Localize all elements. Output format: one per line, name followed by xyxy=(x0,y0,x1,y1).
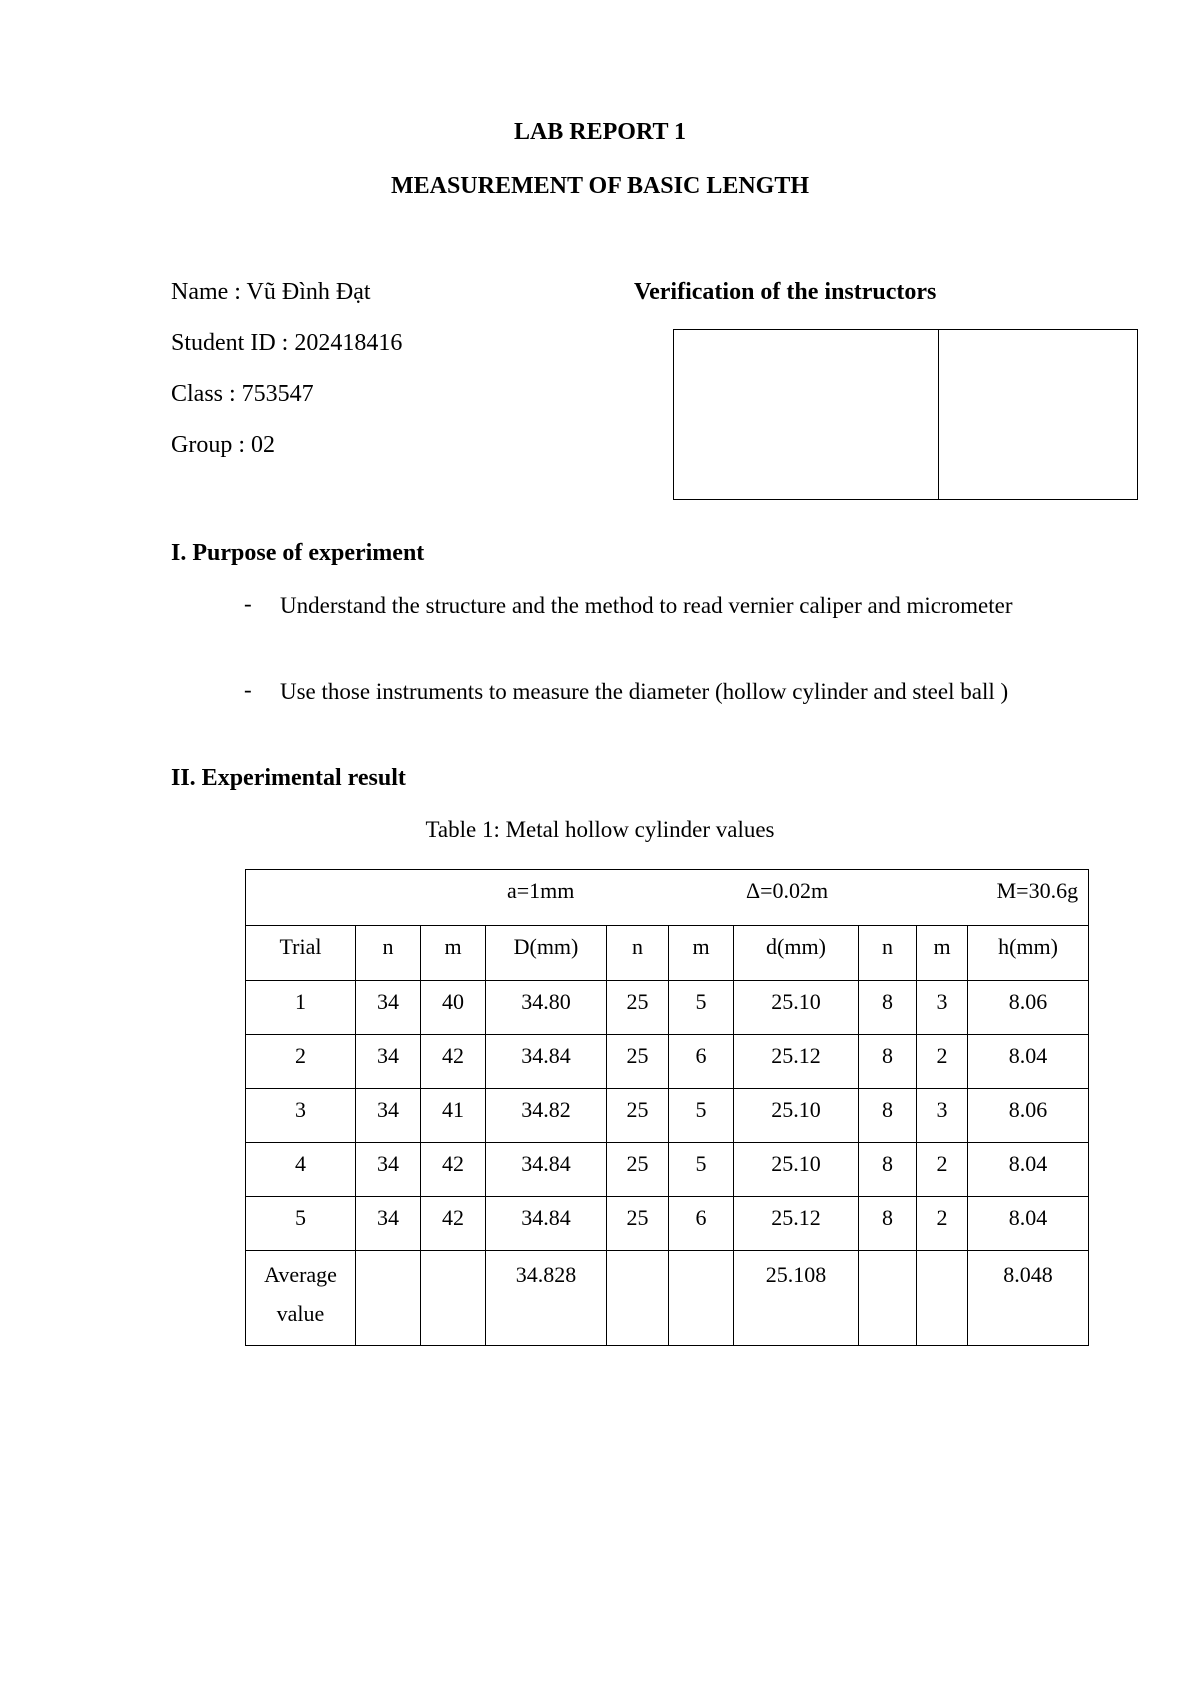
table-cell: 34 xyxy=(356,981,421,1035)
table-cell: 40 xyxy=(421,981,486,1035)
table-cell: 42 xyxy=(421,1143,486,1197)
report-title: LAB REPORT 1 xyxy=(513,119,687,145)
table-cell: 25 xyxy=(607,1197,669,1251)
purpose-item: Understand the structure and the method to read vernier caliper and micrometer xyxy=(280,593,1013,618)
column-header: D(mm) xyxy=(486,926,607,981)
table-row xyxy=(246,1035,1089,1089)
report-subtitle: MEASUREMENT OF BASIC LENGTH xyxy=(390,173,810,199)
table-cell: 5 xyxy=(669,1089,734,1143)
column-header: n xyxy=(607,926,669,981)
bullet-marker: - xyxy=(244,677,252,702)
student-id: Student ID : 202418416 xyxy=(171,330,403,356)
table-row xyxy=(246,981,1089,1035)
table-average-row xyxy=(246,1251,1089,1346)
column-header: m xyxy=(669,926,734,981)
table-cell: 42 xyxy=(421,1035,486,1089)
table-cell xyxy=(917,1251,968,1346)
verification-box xyxy=(673,329,1138,500)
purpose-heading: I. Purpose of experiment xyxy=(171,540,425,566)
table-cell: 5 xyxy=(246,1197,356,1251)
table-cell: 3 xyxy=(917,1089,968,1143)
table-cell: 25.12 xyxy=(734,1035,859,1089)
table-cell: 2 xyxy=(917,1197,968,1251)
table-cell: 42 xyxy=(421,1197,486,1251)
table-cell: 2 xyxy=(917,1035,968,1089)
column-header: n xyxy=(859,926,917,981)
table-cell: 34 xyxy=(356,1089,421,1143)
results-heading: II. Experimental result xyxy=(171,765,406,791)
table-cell: 25 xyxy=(607,1035,669,1089)
table-cell: 8 xyxy=(859,1089,917,1143)
table-cell: 4 xyxy=(246,1143,356,1197)
table-cell: 34.828 xyxy=(486,1251,607,1346)
table-cell: 8.06 xyxy=(968,981,1089,1035)
column-header: m xyxy=(421,926,486,981)
params-cell xyxy=(246,870,1089,926)
table-cell: 34.84 xyxy=(486,1035,607,1089)
bullet-marker: - xyxy=(244,591,252,616)
table-cell: 25 xyxy=(607,1089,669,1143)
results-table xyxy=(245,869,1089,1346)
average-label-line2: value xyxy=(276,1301,325,1326)
table-cell: 34 xyxy=(356,1035,421,1089)
table-cell: 34.84 xyxy=(486,1197,607,1251)
table-cell: 25.12 xyxy=(734,1197,859,1251)
table-cell: 8.06 xyxy=(968,1089,1089,1143)
column-header: d(mm) xyxy=(734,926,859,981)
student-class: Class : 753547 xyxy=(171,381,314,407)
table-cell: 8 xyxy=(859,981,917,1035)
param-delta: Δ=0.02m xyxy=(746,878,829,903)
param-mass: M=30.6g xyxy=(996,878,1079,903)
table-cell: 34.80 xyxy=(486,981,607,1035)
average-label-line1: Average xyxy=(264,1262,337,1287)
table-cell: 8 xyxy=(859,1197,917,1251)
column-header: m xyxy=(917,926,968,981)
table-cell: 3 xyxy=(917,981,968,1035)
table-cell: 25.108 xyxy=(734,1251,859,1346)
table-cell: 6 xyxy=(669,1197,734,1251)
table-cell: 34 xyxy=(356,1197,421,1251)
average-label xyxy=(246,1251,356,1346)
table-cell: 8 xyxy=(859,1143,917,1197)
param-a: a=1mm xyxy=(507,878,575,903)
table-cell: 25 xyxy=(607,981,669,1035)
table-cell: 8.048 xyxy=(968,1251,1089,1346)
table-cell: 34.82 xyxy=(486,1089,607,1143)
verification-cell-signature xyxy=(674,330,939,499)
table-cell: 25 xyxy=(607,1143,669,1197)
table-row xyxy=(246,1143,1089,1197)
table-cell: 5 xyxy=(669,1143,734,1197)
table-cell xyxy=(356,1251,421,1346)
purpose-item: Use those instruments to measure the diameter (hollow cylinder and steel ball ) xyxy=(280,679,1009,704)
table-cell: 34 xyxy=(356,1143,421,1197)
table-cell: 3 xyxy=(246,1089,356,1143)
table-cell: 2 xyxy=(917,1143,968,1197)
table-cell: 6 xyxy=(669,1035,734,1089)
table-cell: 8.04 xyxy=(968,1035,1089,1089)
table-cell: 8.04 xyxy=(968,1197,1089,1251)
column-header: n xyxy=(356,926,421,981)
table-cell: 5 xyxy=(669,981,734,1035)
verification-label: Verification of the instructors xyxy=(634,279,937,305)
table-cell: 34.84 xyxy=(486,1143,607,1197)
table-cell: 2 xyxy=(246,1035,356,1089)
table-params-row xyxy=(246,870,1089,926)
column-header: Trial xyxy=(246,926,356,981)
table-header-row xyxy=(246,926,1089,981)
table-cell: 25.10 xyxy=(734,981,859,1035)
table-cell xyxy=(421,1251,486,1346)
table-cell: 8.04 xyxy=(968,1143,1089,1197)
student-name: Name : Vũ Đình Đạt xyxy=(171,279,371,305)
table-cell: 25.10 xyxy=(734,1089,859,1143)
verification-cell-date xyxy=(939,330,1137,499)
table-cell: 25.10 xyxy=(734,1143,859,1197)
table-cell: 1 xyxy=(246,981,356,1035)
table-row xyxy=(246,1197,1089,1251)
student-group: Group : 02 xyxy=(171,432,275,458)
column-header: h(mm) xyxy=(968,926,1089,981)
table-cell xyxy=(859,1251,917,1346)
table-row xyxy=(246,1089,1089,1143)
table-cell xyxy=(607,1251,669,1346)
table-caption: Table 1: Metal hollow cylinder values xyxy=(425,817,775,842)
table-cell xyxy=(669,1251,734,1346)
table-cell: 8 xyxy=(859,1035,917,1089)
table-cell: 41 xyxy=(421,1089,486,1143)
